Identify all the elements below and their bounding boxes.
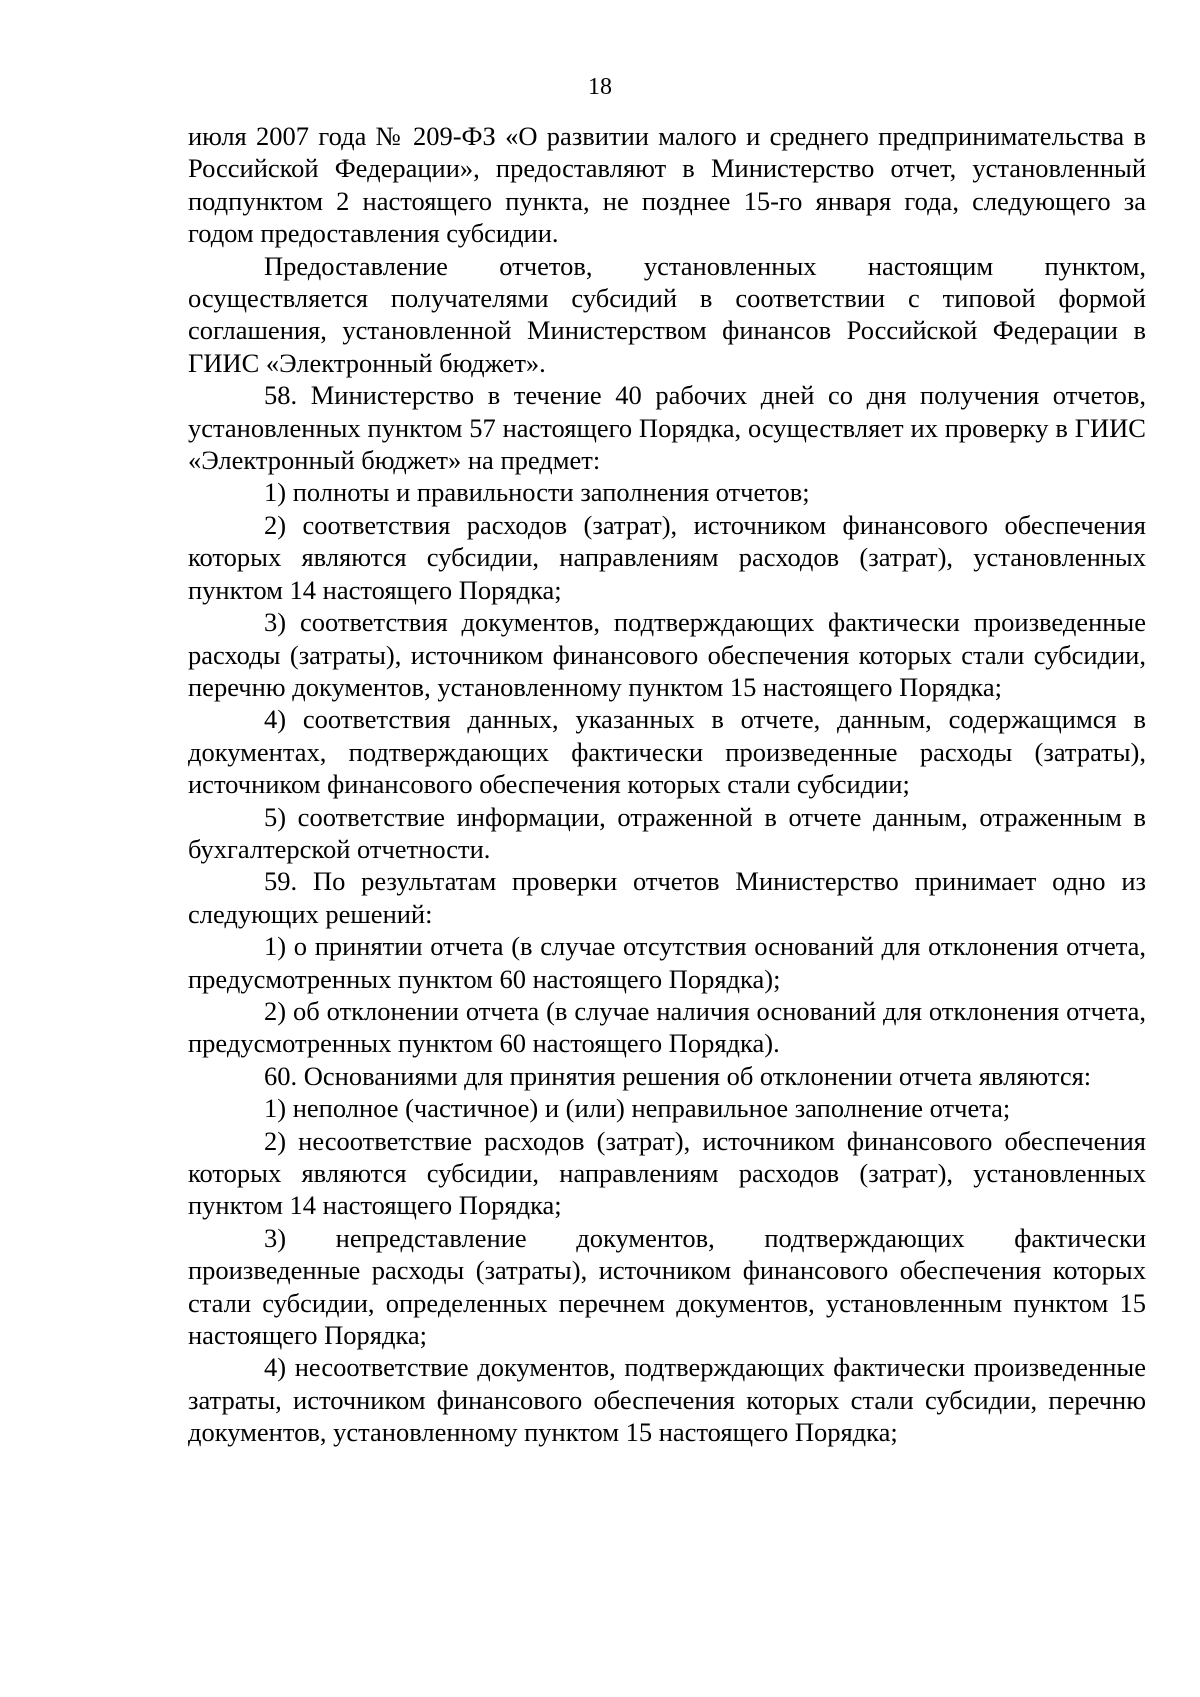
list-item-58-3: 3) соответствия документов, подтверждающих фактически произведенные расходы (затраты), источником финансового обеспечения которых стали субсидии, перечню документов, установленному пунктом 15 настоящего Порядка; bbox=[188, 607, 1146, 702]
page-number: 18 bbox=[588, 74, 612, 100]
paragraph-item-59: 59. По результатам проверки отчетов Министерство принимает одно из следующих решений: bbox=[188, 866, 1146, 929]
list-item-58-1: 1) полноты и правильности заполнения отчетов; bbox=[264, 477, 810, 508]
document-body bbox=[188, 120, 1146, 1449]
list-item-60-1: 1) неполное (частичное) и (или) неправильное заполнение отчета; bbox=[264, 1093, 1011, 1124]
paragraph-item-60: 60. Основаниями для принятия решения об отклонении отчета являются: bbox=[264, 1060, 1092, 1091]
list-item-59-2: 2) об отклонении отчета (в случае наличия оснований для отклонения отчета, предусмотренных пунктом 60 настоящего Порядка). bbox=[188, 995, 1146, 1059]
list-item-59-1: 1) о принятии отчета (в случае отсутствия оснований для отклонения отчета, предусмотренных пунктом 60 настоящего Порядка); bbox=[188, 931, 1146, 994]
list-item-60-4: 4) несоответствие документов, подтверждающих фактически произведенные затраты, источником финансового обеспечения которых стали субсидии, перечню документов, установленному пунктом 15 настоящего Порядка; bbox=[188, 1352, 1146, 1448]
list-item-58-4: 4) соответствия данных, указанных в отчете, данным, содержащимся в документах, подтверждающих фактически произведенные расходы (затраты), источником финансового обеспечения которых стали субсидии; bbox=[188, 704, 1146, 800]
list-item-58-5: 5) соответствие информации, отраженной в отчете данным, отраженным в бухгалтерской отчетности. bbox=[188, 801, 1146, 864]
paragraph-reports-submission: Предоставление отчетов, установленных настоящим пунктом, осуществляется получателями субсидий в соответствии с типовой формой соглашения, установленной Министерством финансов Российской Федерации в ГИИС «Электронный бюджет». bbox=[188, 250, 1146, 378]
paragraph-continuation: июля 2007 года № 209-ФЗ «О развитии малого и среднего предпринимательства в Российской Федерации», предоставляют в Министерство отчет, установленный подпунктом 2 настоящего пункта, не позднее 15-го января года, следующего за годом предоставления субсидии. bbox=[188, 121, 1146, 249]
list-item-58-2: 2) соответствия расходов (затрат), источником финансового обеспечения которых являются субсидии, направлениям расходов (затрат), установленных пунктом 14 настоящего Порядка; bbox=[188, 509, 1146, 605]
paragraph-item-58: 58. Министерство в течение 40 рабочих дней со дня получения отчетов, установленных пунктом 57 настоящего Порядка, осуществляет их проверку в ГИИС «Электронный бюджет» на предмет: bbox=[188, 380, 1146, 476]
list-item-60-2: 2) несоответствие расходов (затрат), источником финансового обеспечения которых являются субсидии, направлениям расходов (затрат), установленных пунктом 14 настоящего Порядка; bbox=[188, 1125, 1146, 1221]
list-item-60-3: 3) непредставление документов, подтверждающих фактически произведенные расходы (затраты), источником финансового обеспечения которых стали субсидии, определенных перечнем документов, установленным пунктом 15 настоящего Порядка; bbox=[188, 1222, 1146, 1351]
